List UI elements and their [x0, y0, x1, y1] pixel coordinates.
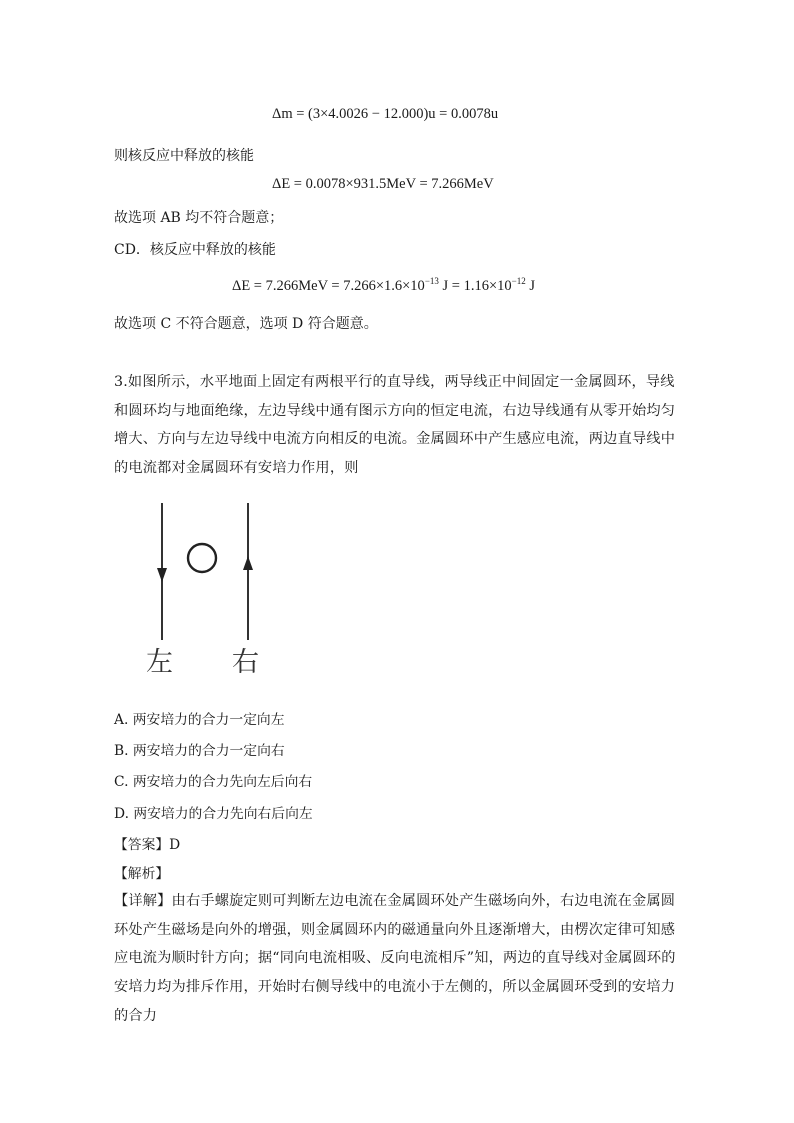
- metal-ring: [188, 544, 216, 572]
- energy-joule-exponent-2: −12: [511, 276, 526, 286]
- conclusion-ab: 故选项 AB 均不符合题意；: [114, 210, 284, 226]
- energy-joule-unit: J: [529, 278, 535, 294]
- question-stem: 3.如图所示，水平地面上固定有两根平行的直导线，两导线正中间固定一金属圆环，导线和圆环均与地面绝缘，左边导线中通有图示方向的恒定电流，右边导线通有从零开始均匀增大、方向与左边导线中电流方向相反的电流。金属圆环中产生感应电流，两边直导线中的电流都对金属圆环有安培力作用，则: [114, 374, 676, 477]
- energy-joule-part-1: ΔE = 7.266MeV = 7.266×1.6×10: [232, 278, 425, 294]
- release-energy-intro: 则核反应中释放的核能: [114, 148, 254, 164]
- cd-intro: CD．核反应中释放的核能: [114, 242, 276, 258]
- mass-defect-equation: Δm = (3×4.0026 − 12.000)u = 0.0078u: [272, 106, 499, 122]
- option-b: B. 两安培力的合力一定向右: [114, 743, 285, 759]
- wire-ring-figure: [140, 500, 280, 680]
- right-label: 右: [232, 647, 259, 678]
- energy-joule-equation: [232, 276, 535, 295]
- energy-joule-exponent-1: −13: [424, 276, 439, 286]
- answer: 【答案】D: [114, 837, 181, 853]
- option-a: A. 两安培力的合力一定向左: [114, 712, 285, 728]
- left-label: 左: [146, 647, 173, 678]
- detailed-explanation: 【详解】由右手螺旋定则可判断左边电流在金属圆环处产生磁场向外，右边电流在金属圆环处产生磁场是向外的增强，则金属圆环内的磁通量向外且逐渐增大，由楞次定律可知感应电流为顺时针方向；据“同向电流相吸、反向电流相斥”知，两边的直导线对金属圆环的安培力均为排斥作用，开始时右侧导线中的电流小于左侧的，所以金属圆环受到的安培力的合力: [114, 893, 676, 1024]
- option-d: D. 两安培力的合力先向右后向左: [114, 806, 313, 822]
- conclusion-cd: 故选项 C 不符合题意，选项 D 符合题意。: [114, 316, 378, 332]
- option-c: C. 两安培力的合力先向左后向右: [114, 774, 313, 790]
- analysis-heading: 【解析】: [114, 866, 170, 882]
- left-current-arrow: [157, 568, 167, 582]
- right-current-arrow: [243, 556, 253, 570]
- energy-mev-equation: ΔE = 0.0078×931.5MeV = 7.266MeV: [272, 176, 494, 192]
- energy-joule-part-2: J = 1.16×10: [442, 278, 512, 294]
